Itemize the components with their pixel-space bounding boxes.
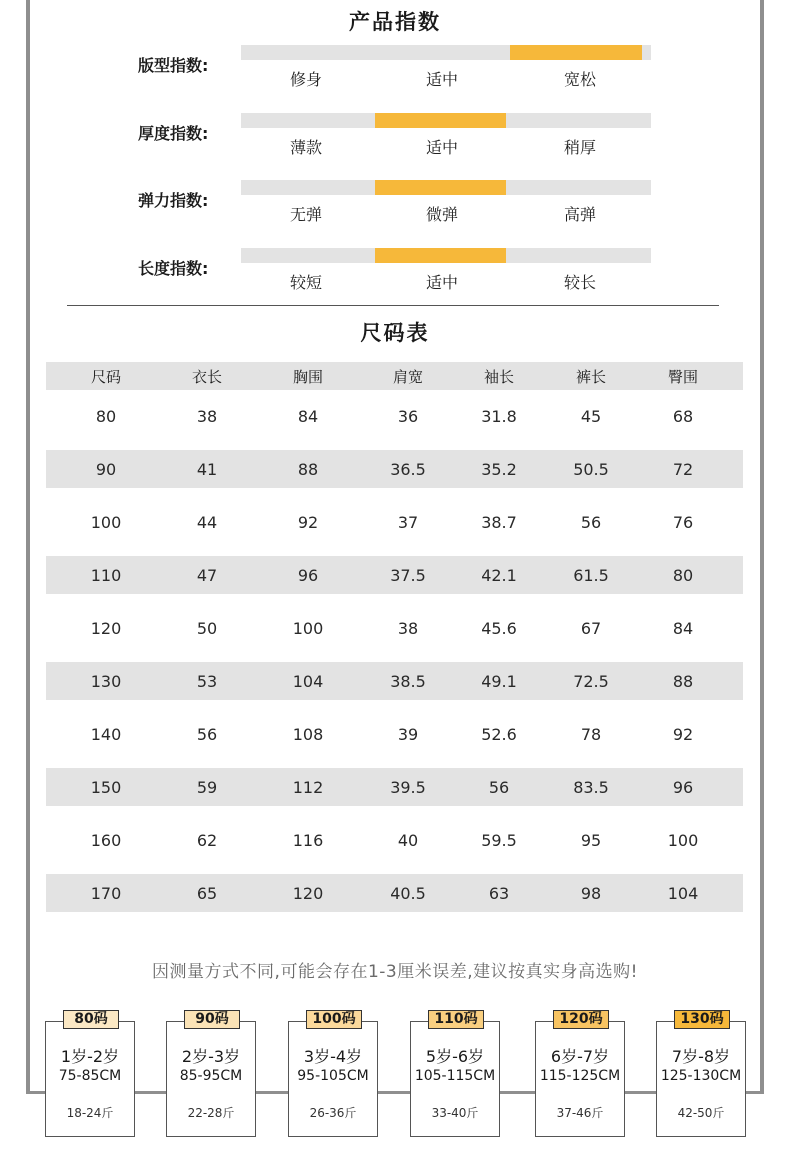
cell-hip: 88 (672, 671, 694, 691)
height-range: 125-130CM (660, 1068, 742, 1084)
size-badge: 80码 (63, 1010, 119, 1029)
cell-shoulder: 36.5 (390, 459, 426, 479)
height-range: 115-125CM (539, 1068, 621, 1084)
weight-range: 26-36斤 (309, 1106, 357, 1120)
measurement-note: 因测量方式不同,可能会存在1-3厘米误差,建议按真实身高选购! (152, 962, 638, 982)
cell-pants-length: 78 (580, 725, 602, 744)
index-row-label: 版型指数: (138, 56, 209, 75)
cell-hip: 72 (672, 459, 694, 479)
cell-size: 130 (90, 671, 122, 691)
cell-hip: 104 (667, 883, 699, 903)
cell-size: 90 (95, 459, 117, 479)
age-card (45, 1011, 135, 1137)
age-range: 6岁-7岁 (550, 1047, 610, 1066)
cell-chest: 104 (292, 671, 324, 691)
cell-hip: 96 (672, 777, 694, 797)
cell-sleeve: 63 (488, 883, 510, 903)
cell-shoulder: 37 (397, 513, 419, 532)
cell-size: 150 (90, 777, 122, 797)
age-range: 1岁-2岁 (60, 1047, 120, 1066)
cell-sleeve: 35.2 (481, 459, 517, 479)
header-cell-size: 尺码 (90, 367, 121, 386)
index-track (241, 113, 651, 128)
size-badge: 90码 (184, 1010, 240, 1029)
cell-size: 160 (90, 831, 122, 850)
cell-pants-length: 45 (580, 407, 602, 426)
size-badge: 130码 (674, 1010, 730, 1029)
index-row (0, 45, 790, 105)
index-option: 修身 (289, 70, 322, 89)
table-row (46, 708, 743, 761)
cell-sleeve: 56 (488, 777, 510, 797)
weight-range: 18-24斤 (66, 1106, 114, 1120)
header-cell-hip: 臀围 (667, 367, 698, 386)
cell-shoulder: 40 (397, 831, 419, 850)
cell-shoulder: 37.5 (390, 565, 426, 585)
header-cell-pants-length: 裤长 (575, 367, 606, 386)
index-selected-segment (510, 45, 642, 60)
height-range: 95-105CM (297, 1068, 369, 1084)
cell-length: 41 (196, 459, 218, 479)
table-row (46, 768, 743, 806)
index-option: 高弹 (563, 205, 596, 224)
cell-shoulder: 39.5 (390, 777, 426, 797)
index-selected-segment (375, 180, 506, 195)
cell-chest: 108 (292, 725, 324, 744)
size-badge: 100码 (306, 1010, 362, 1029)
header-cell-shoulder: 肩宽 (392, 367, 423, 386)
weight-range: 33-40斤 (431, 1106, 479, 1120)
table-row (46, 496, 743, 549)
size-table-body (46, 390, 743, 912)
cell-length: 65 (196, 883, 218, 903)
index-option: 稍厚 (563, 138, 596, 157)
size-table (46, 362, 743, 920)
cell-pants-length: 67 (580, 619, 602, 638)
index-track (241, 45, 651, 60)
age-range: 3岁-4岁 (303, 1047, 363, 1066)
index-option: 适中 (425, 273, 458, 292)
cell-length: 56 (196, 725, 218, 744)
cell-sleeve: 59.5 (481, 831, 517, 850)
index-option: 适中 (425, 70, 458, 89)
cell-pants-length: 56 (580, 513, 602, 532)
index-row (0, 248, 790, 308)
cell-pants-length: 98 (580, 883, 602, 903)
cell-hip: 92 (672, 725, 694, 744)
cell-size: 170 (90, 883, 122, 903)
cell-chest: 116 (292, 831, 324, 850)
table-row (46, 390, 743, 443)
index-option: 薄款 (289, 138, 322, 157)
index-selected-segment (375, 248, 506, 263)
header-cell-chest: 胸围 (292, 367, 323, 386)
table-row (46, 874, 743, 912)
cell-hip: 76 (672, 513, 694, 532)
index-track (241, 180, 651, 195)
index-selected-segment (375, 113, 506, 128)
table-row (46, 556, 743, 594)
cell-chest: 92 (297, 513, 319, 532)
cell-sleeve: 52.6 (481, 725, 517, 744)
table-row (46, 602, 743, 655)
cell-size: 120 (90, 619, 122, 638)
product-index-title: 产品指数 (349, 10, 441, 34)
height-range: 105-115CM (414, 1068, 496, 1084)
cell-shoulder: 40.5 (390, 883, 426, 903)
weight-range: 37-46斤 (556, 1106, 604, 1120)
section-divider (67, 305, 719, 306)
cell-pants-length: 50.5 (573, 459, 609, 479)
cell-length: 47 (196, 565, 218, 585)
size-table-header (46, 362, 743, 390)
index-row-label: 厚度指数: (138, 124, 209, 143)
table-row (46, 662, 743, 700)
cell-size: 110 (90, 565, 122, 585)
index-option: 微弹 (425, 205, 458, 224)
cell-hip: 68 (672, 407, 694, 426)
weight-range: 22-28斤 (187, 1106, 235, 1120)
table-row (46, 814, 743, 867)
cell-pants-length: 61.5 (573, 565, 609, 585)
height-range: 75-85CM (58, 1068, 122, 1084)
weight-range: 42-50斤 (677, 1106, 725, 1120)
cell-hip: 84 (672, 619, 694, 638)
age-card (656, 1011, 746, 1137)
cell-chest: 112 (292, 777, 324, 797)
cell-chest: 88 (297, 459, 319, 479)
cell-pants-length: 72.5 (573, 671, 609, 691)
size-table-title: 尺码表 (360, 321, 430, 345)
cell-pants-length: 95 (580, 831, 602, 850)
index-option: 适中 (425, 138, 458, 157)
cell-size: 100 (90, 513, 122, 532)
cell-size: 140 (90, 725, 122, 744)
index-track (241, 248, 651, 263)
cell-hip: 100 (667, 831, 699, 850)
cell-chest: 96 (297, 565, 319, 585)
cell-sleeve: 42.1 (481, 565, 517, 585)
index-option: 无弹 (289, 205, 322, 224)
cell-sleeve: 45.6 (481, 619, 517, 638)
table-row (46, 450, 743, 488)
size-badge: 120码 (553, 1010, 609, 1029)
cell-length: 38 (196, 407, 218, 426)
header-cell-length: 衣长 (191, 367, 222, 386)
cell-sleeve: 31.8 (481, 407, 517, 426)
cell-chest: 84 (297, 407, 319, 426)
age-card (410, 1011, 500, 1137)
age-range: 2岁-3岁 (181, 1047, 241, 1066)
index-row-label: 长度指数: (138, 259, 209, 278)
age-range: 5岁-6岁 (425, 1047, 485, 1066)
cell-chest: 120 (292, 883, 324, 903)
height-range: 85-95CM (179, 1068, 243, 1084)
cell-length: 59 (196, 777, 218, 797)
cell-pants-length: 83.5 (573, 777, 609, 797)
cell-shoulder: 36 (397, 407, 419, 426)
index-row (0, 180, 790, 240)
index-option: 宽松 (563, 70, 596, 89)
cell-length: 50 (196, 619, 218, 638)
frame-bottom-border (26, 1091, 764, 1094)
age-card (288, 1011, 378, 1137)
header-cell-sleeve: 袖长 (483, 367, 514, 386)
cell-chest: 100 (292, 619, 324, 638)
cell-sleeve: 49.1 (481, 671, 517, 691)
cell-hip: 80 (672, 565, 694, 585)
cell-length: 62 (196, 831, 218, 850)
age-card (166, 1011, 256, 1137)
cell-shoulder: 38 (397, 619, 419, 638)
cell-shoulder: 38.5 (390, 671, 426, 691)
index-option: 较长 (563, 273, 596, 292)
index-row (0, 113, 790, 173)
cell-length: 53 (196, 671, 218, 691)
age-range: 7岁-8岁 (671, 1047, 731, 1066)
index-row-label: 弹力指数: (138, 191, 209, 210)
age-card (535, 1011, 625, 1137)
cell-sleeve: 38.7 (481, 513, 517, 532)
size-badge: 110码 (428, 1010, 484, 1029)
index-option: 较短 (289, 273, 322, 292)
cell-length: 44 (196, 513, 218, 532)
cell-shoulder: 39 (397, 725, 419, 744)
cell-size: 80 (95, 407, 117, 426)
